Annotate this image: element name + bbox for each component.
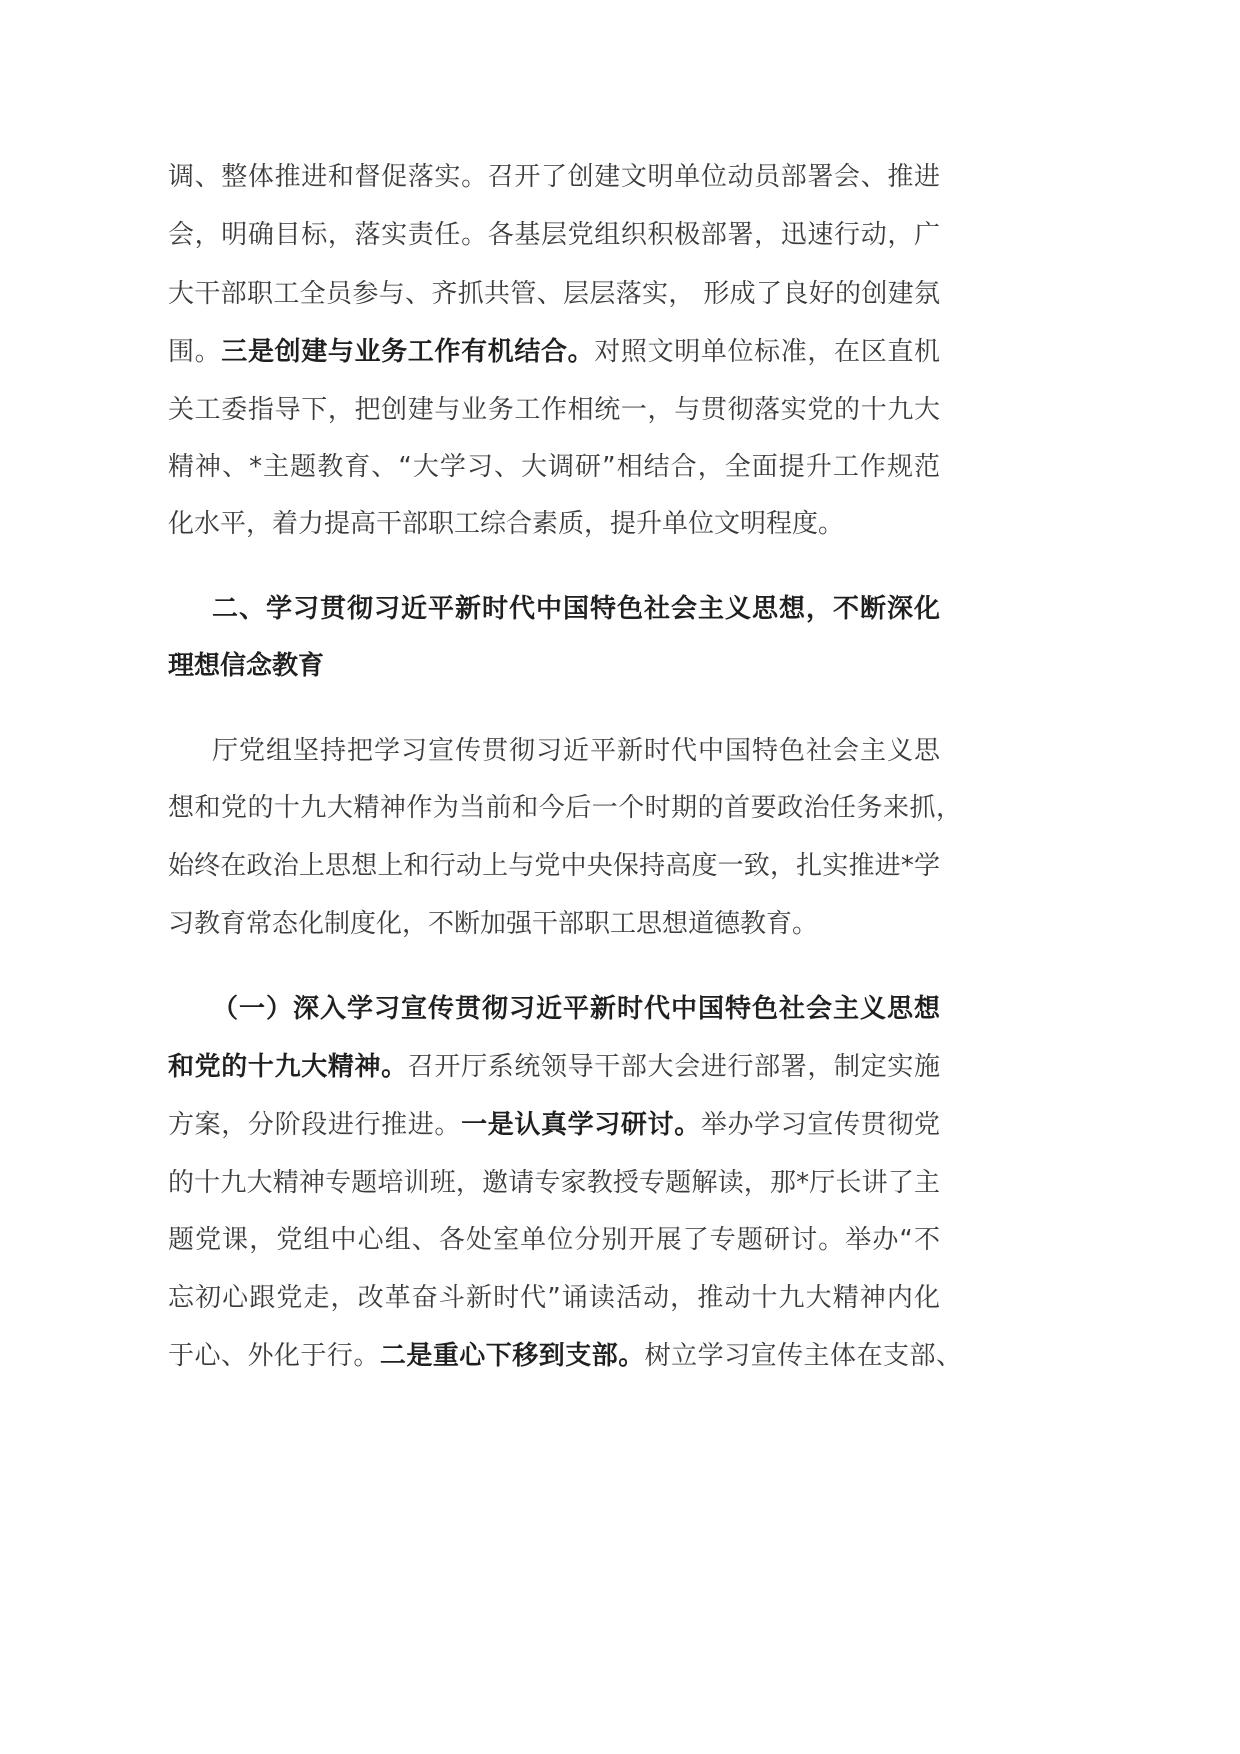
text-line: 忘初心跟党走，改革奋斗新时代”诵读活动，推动十九大精神内化 <box>168 1283 940 1313</box>
text-segment: 举办学习宣传贯彻党 <box>700 1110 940 1140</box>
bold-lead-phrase: 和党的十九大精神。 <box>168 1052 408 1082</box>
subsection-heading: （一）深入学习宣传贯彻习近平新时代中国特色社会主义思想 <box>212 994 940 1024</box>
text-line: 想和党的十九大精神作为当前和今后一个时期的首要政治任务来抓， <box>168 793 962 823</box>
bold-lead-phrase: 三是创建与业务工作有机结合。 <box>221 337 595 367</box>
text-line: 调、整体推进和督促落实。召开了创建文明单位动员部署会、推进 <box>168 162 940 192</box>
text-line: 厅党组坚持把学习宣传贯彻习近平新时代中国特色社会主义思 <box>212 736 940 766</box>
text-line: 题党课，党组中心组、各处室单位分别开展了专题研讨。举办“不 <box>168 1225 940 1255</box>
text-line <box>168 1049 940 1085</box>
text-segment: 召开厅系统领导干部大会进行部署，制定实施 <box>407 1052 940 1082</box>
bold-lead-phrase: 一是认真学习研讨。 <box>461 1110 701 1140</box>
text-line: 的十九大精神专题培训班，邀请专家教授专题解读，那*厅长讲了主 <box>168 1168 940 1198</box>
section-heading: 二、学习贯彻习近平新时代中国特色社会主义思想，不断深化 <box>212 594 940 624</box>
bold-lead-phrase: 二是重心下移到支部。 <box>379 1341 645 1371</box>
text-line: 大干部职工全员参与、齐抓共管、层层落实， 形成了良好的创建氛 <box>168 279 940 309</box>
text-line <box>168 1338 962 1374</box>
text-line <box>168 1107 940 1143</box>
text-line: 化水平，着力提高干部职工综合素质，提升单位文明程度。 <box>168 509 845 539</box>
text-segment: 对照文明单位标准，在区直机 <box>594 337 940 367</box>
section-heading: 理想信念教育 <box>168 651 325 681</box>
text-segment: 树立学习宣传主体在支部、 <box>644 1341 962 1371</box>
text-segment: 方案，分阶段进行推进。 <box>168 1110 462 1140</box>
text-line: 关工委指导下，把创建与业务工作相统一，与贯彻落实党的十九大 <box>168 395 940 425</box>
text-segment: 于心、外化于行。 <box>168 1341 380 1371</box>
text-line: 习教育常态化制度化，不断加强干部职工思想道德教育。 <box>168 909 819 939</box>
text-segment: 围。 <box>168 337 222 367</box>
text-line: 始终在政治上思想上和行动上与党中央保持高度一致，扎实推进*学 <box>168 851 940 881</box>
text-line <box>168 334 940 370</box>
text-line: 会，明确目标，落实责任。各基层党组织积极部署，迅速行动，广 <box>168 220 940 250</box>
text-line: 精神、*主题教育、“大学习、大调研”相结合，全面提升工作规范 <box>168 452 940 482</box>
